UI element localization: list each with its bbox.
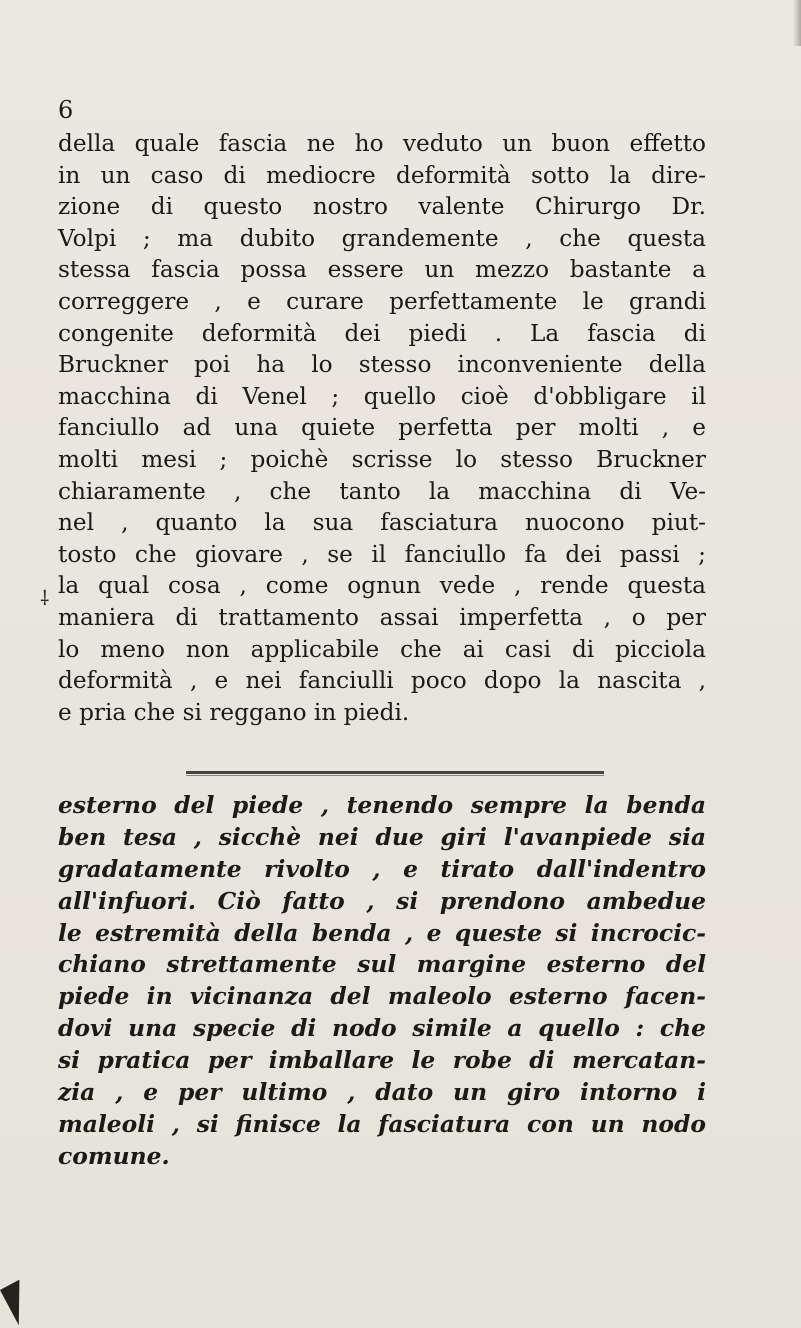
text-line: tosto che giovare , se il fanciullo fa dei passi ; — [58, 540, 706, 568]
text-line: dovi una specie di nodo simile a quello : che — [58, 1014, 706, 1043]
text-line: comune. — [58, 1141, 170, 1170]
text-line: della quale fascia ne ho veduto un buon effetto — [58, 130, 706, 157]
text-line: chiano strettamente sul margine esterno del — [58, 950, 706, 979]
text-line: la qual cosa , come ognun vede , rende questa — [58, 572, 706, 600]
text-line: fanciullo ad una quiete perfetta per molti , e — [58, 414, 706, 442]
text-line: si pratica per imballare le robe di mercatan- — [58, 1046, 706, 1075]
text-line: all'infuori. Ciò fatto , si prendono ambedue — [58, 886, 706, 915]
text-line: zione di questo nostro valente Chirurgo Dr. — [58, 193, 706, 221]
text-line: Volpi ; ma dubito grandemente , che questa — [58, 224, 706, 252]
page-number: 6 — [58, 96, 74, 124]
text-line: ben tesa , sicchè nei due giri l'avanpiede sia — [58, 822, 706, 851]
text-line: maniera di trattamento assai imperfetta , o per — [58, 603, 706, 631]
upper-text-block — [58, 128, 706, 728]
page-edge-shadow — [793, 0, 801, 46]
text-line: stessa fascia possa essere un mezzo bastante a — [58, 256, 706, 284]
text-line: nel , quanto la sua fasciatura nuocono piut- — [58, 509, 706, 537]
text-line: le estremità della benda , e queste si incrocic- — [58, 918, 706, 947]
text-line: correggere , e curare perfettamente le grandi — [58, 287, 706, 315]
margin-mark-icon: ⸸ — [40, 586, 50, 610]
text-line: lo meno non applicabile che ai casi di picciola — [58, 635, 706, 663]
text-line: gradatamente rivolto , e tirato dall'indentro — [58, 854, 706, 883]
text-line: maleoli , si finisce la fasciatura con un nodo — [58, 1109, 706, 1138]
lower-text-block — [58, 790, 706, 1173]
section-divider — [186, 771, 604, 774]
text-line: deformità , e nei fanciulli poco dopo la nascita , — [58, 667, 706, 695]
text-line: piede in vicinanza del maleolo esterno facen- — [58, 982, 706, 1011]
section-divider-thin — [186, 775, 604, 776]
text-line: macchina di Venel ; quello cioè d'obbligare il — [58, 382, 706, 410]
text-line: zia , e per ultimo , dato un giro intorno i — [58, 1078, 706, 1107]
corner-mark-icon — [0, 1280, 38, 1326]
text-line: in un caso di mediocre deformità sotto la dire- — [58, 161, 706, 189]
text-line: chiaramente , che tanto la macchina di Ve- — [58, 477, 706, 505]
text-line: e pria che si reggano in piedi. — [58, 698, 410, 726]
text-line: esterno del piede , tenendo sempre la benda — [58, 791, 706, 819]
text-line: Bruckner poi ha lo stesso inconveniente della — [58, 351, 706, 379]
text-line: molti mesi ; poichè scrisse lo stesso Bruckner — [58, 445, 706, 473]
text-line: congenite deformità dei piedi . La fascia di — [58, 319, 706, 347]
